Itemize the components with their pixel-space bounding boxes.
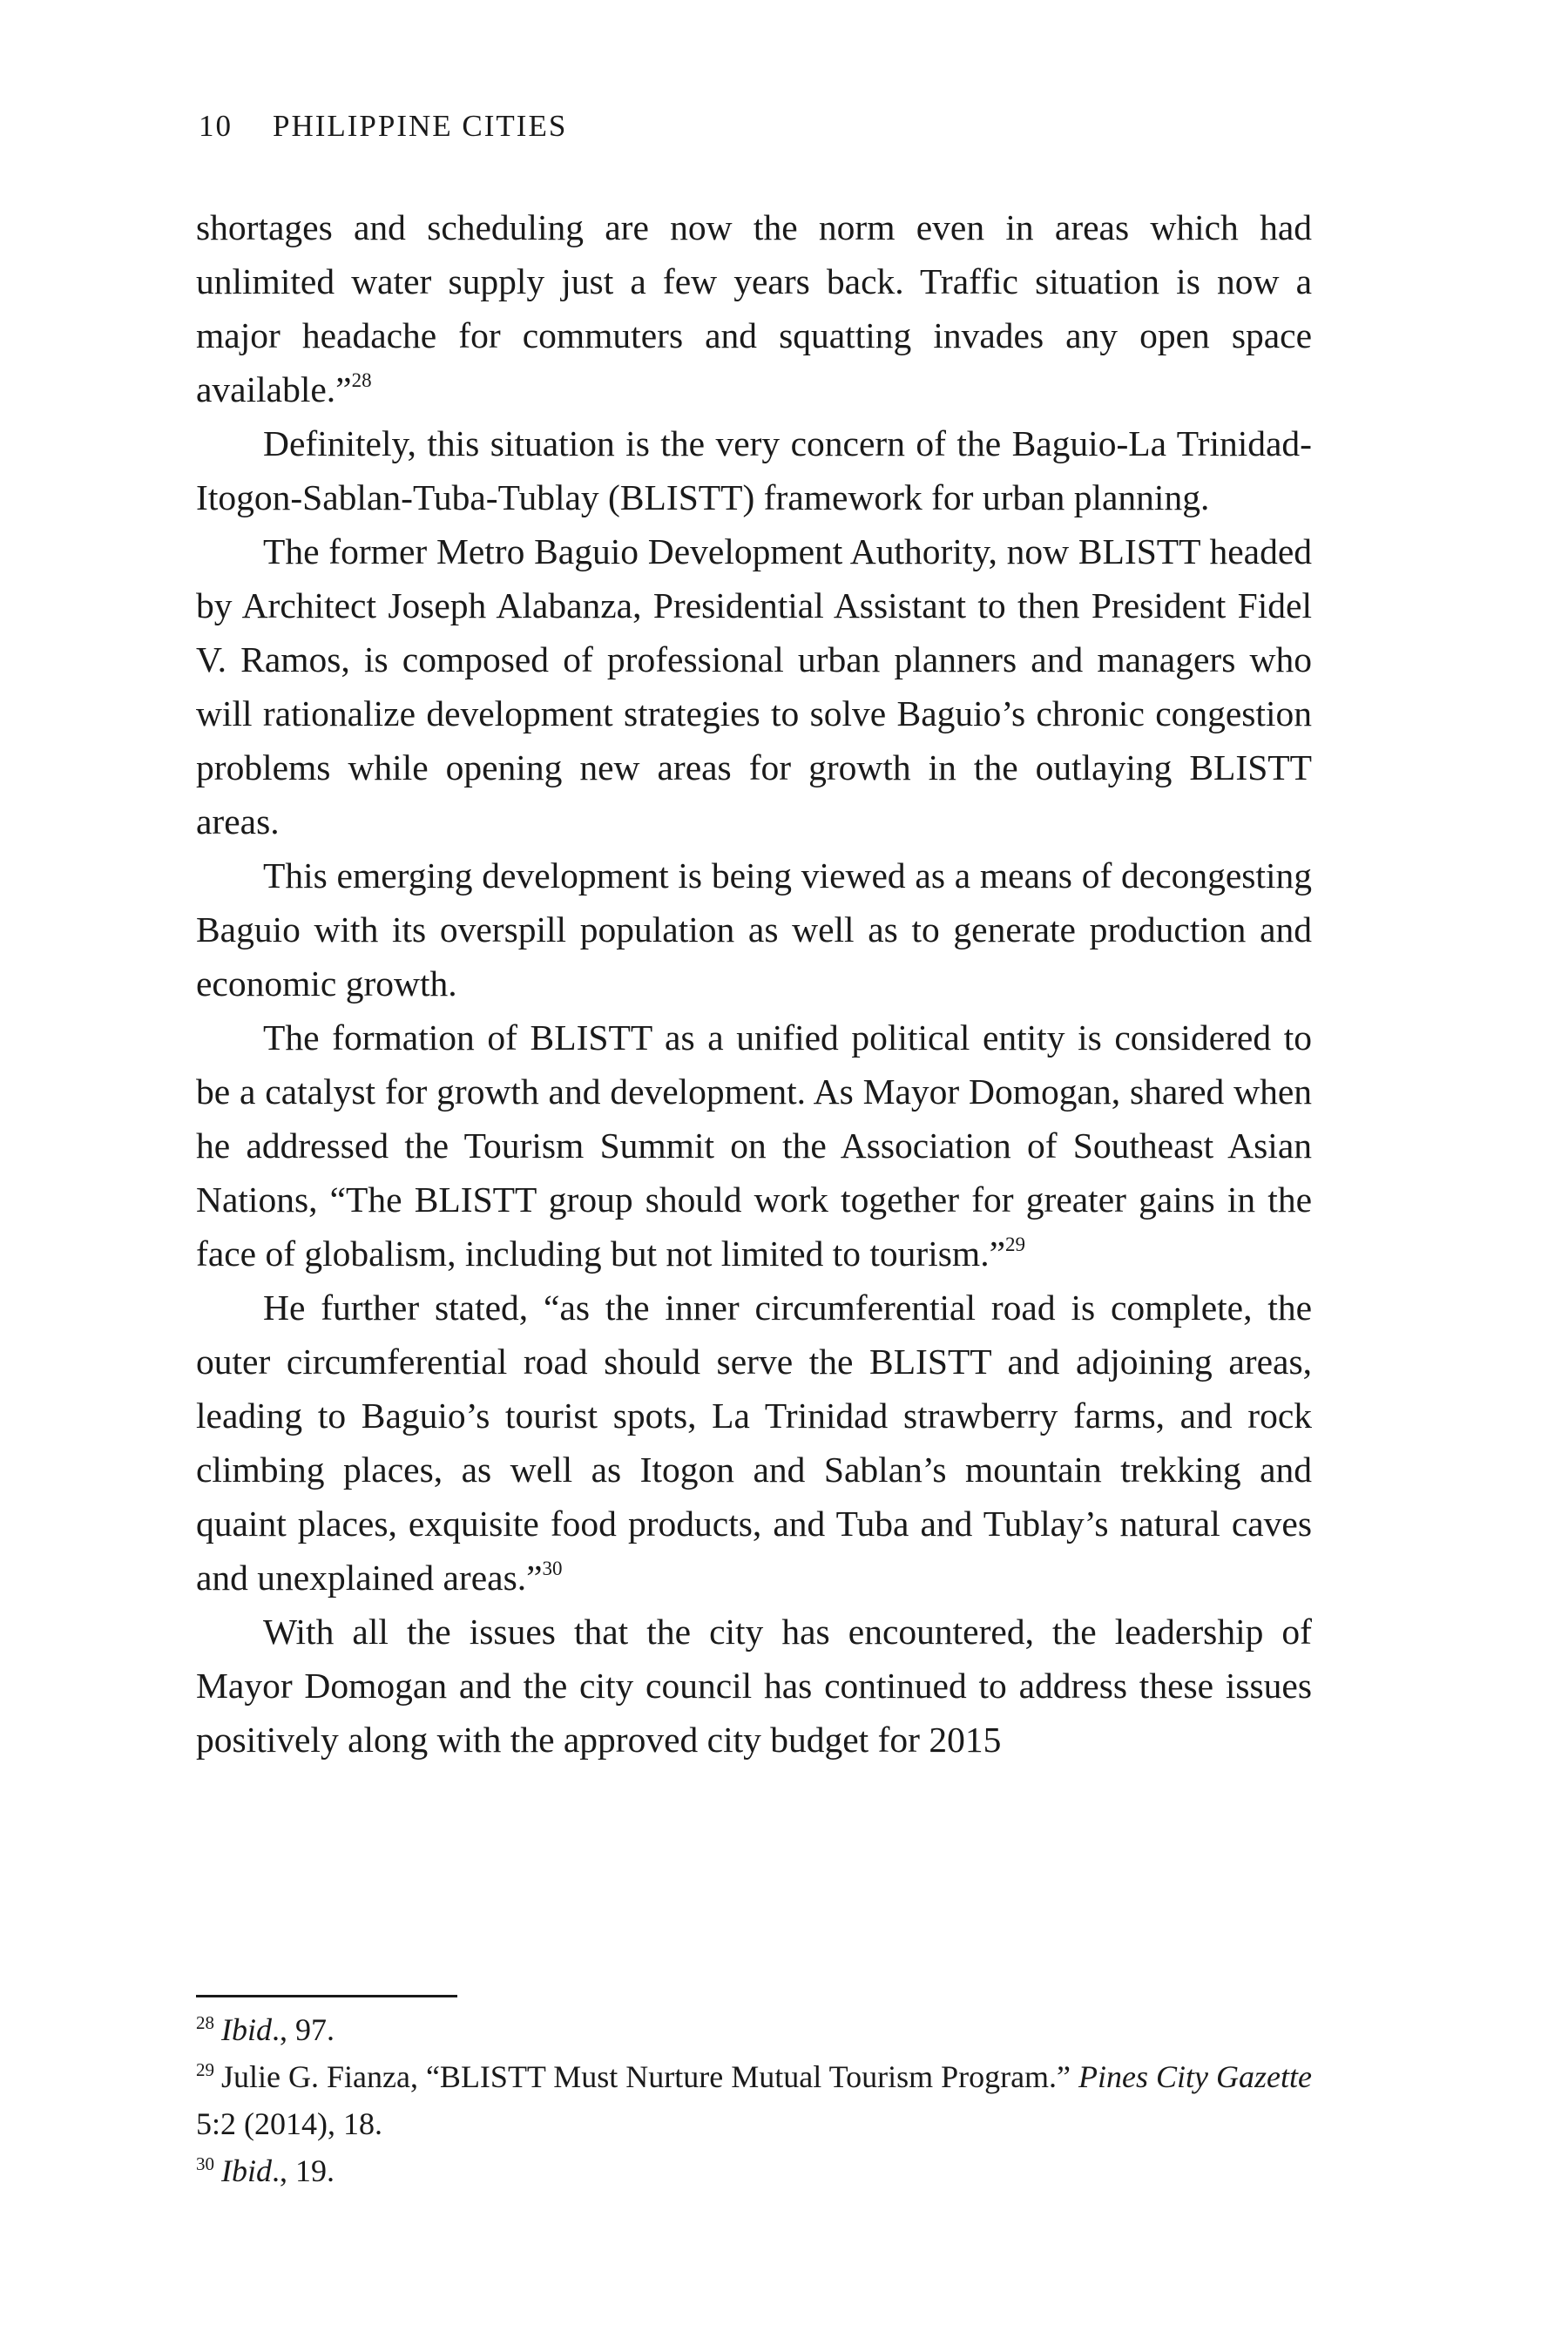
paragraph-6-text: He further stated, “as the inner circumferential road is complete, the outer circumferential road should serve the BLISTT and adjoining areas, leading to Baguio’s tourist spots, La Trinidad strawberry farms, and rock climbing places, as well as Itogon and Sablan’s mountain trekking and quaint places, exquisite food products, and Tuba and Tublay’s natural caves and unexplained areas.” <box>196 1288 1312 1598</box>
footnotes <box>196 2006 1312 2194</box>
paragraph-5-text: The formation of BLISTT as a unified political entity is considered to be a catalyst for growth and development. As Mayor Domogan, shared when he addressed the Tourism Summit on the Association of Southeast Asian Nations, “The BLISTT group should work together for greater gains in the face of globalism, including but not limited to tourism.” <box>196 1017 1312 1274</box>
footnote-ref-29: 29 <box>1005 1233 1025 1256</box>
footnote-28 <box>196 2006 1312 2053</box>
running-head <box>199 105 567 148</box>
footnote-text: Julie G. Fianza, “BLISTT Must Nurture Mutual Tourism Program.” <box>221 2059 1079 2094</box>
paragraph-1-text: shortages and scheduling are now the norm even in areas which had unlimited water supply just a few years back. Traffic situation is now a major headache for commuters and squatting invades any open space available.” <box>196 207 1312 409</box>
paragraph-3: The former Metro Baguio Development Authority, now BLISTT headed by Architect Joseph Alabanza, Presidential Assistant to then President Fidel V. Ramos, is composed of professional urban planners and managers who will rationalize development strategies to solve Baguio’s chronic congestion problems while opening new areas for growth in the outlaying BLISTT areas. <box>196 531 1312 841</box>
paragraph-5 <box>196 1010 1312 1281</box>
footnote-text: ., 19. <box>272 2153 335 2188</box>
paragraph-6 <box>196 1281 1312 1605</box>
body-text <box>196 200 1312 1767</box>
footnote-29 <box>196 2053 1312 2147</box>
footnote-ibid: Ibid <box>221 2153 272 2188</box>
footnote-text: ., 97. <box>272 2012 335 2047</box>
paragraph-4: This emerging development is being viewed as a means of decongesting Baguio with its overspill population as well as to generate production and economic growth. <box>196 855 1312 1004</box>
paragraph-7: With all the issues that the city has encountered, the leadership of Mayor Domogan and the city council has continued to address these issues positively along with the approved city budget for 2015 <box>196 1612 1312 1760</box>
footnote-divider <box>196 1995 457 1997</box>
footnote-ibid: Ibid <box>221 2012 272 2047</box>
footnote-number: 28 <box>196 2012 214 2033</box>
page-number: 10 <box>199 109 233 143</box>
running-title: PHILIPPINE CITIES <box>273 109 568 143</box>
footnote-ref-30: 30 <box>542 1558 563 1580</box>
footnote-citation: 5:2 (2014), 18. <box>196 2106 382 2141</box>
footnote-number: 30 <box>196 2153 214 2174</box>
paragraph-2: Definitely, this situation is the very concern of the Baguio-La Trinidad-Itogon-Sablan-Tuba-Tublay (BLISTT) framework for urban planning. <box>196 423 1312 517</box>
footnote-publication-title: Pines City Gazette <box>1078 2059 1312 2094</box>
footnote-number: 29 <box>196 2059 214 2080</box>
footnote-30 <box>196 2147 1312 2194</box>
footnote-ref-28: 28 <box>351 369 372 392</box>
paragraph-1 <box>196 200 1312 416</box>
